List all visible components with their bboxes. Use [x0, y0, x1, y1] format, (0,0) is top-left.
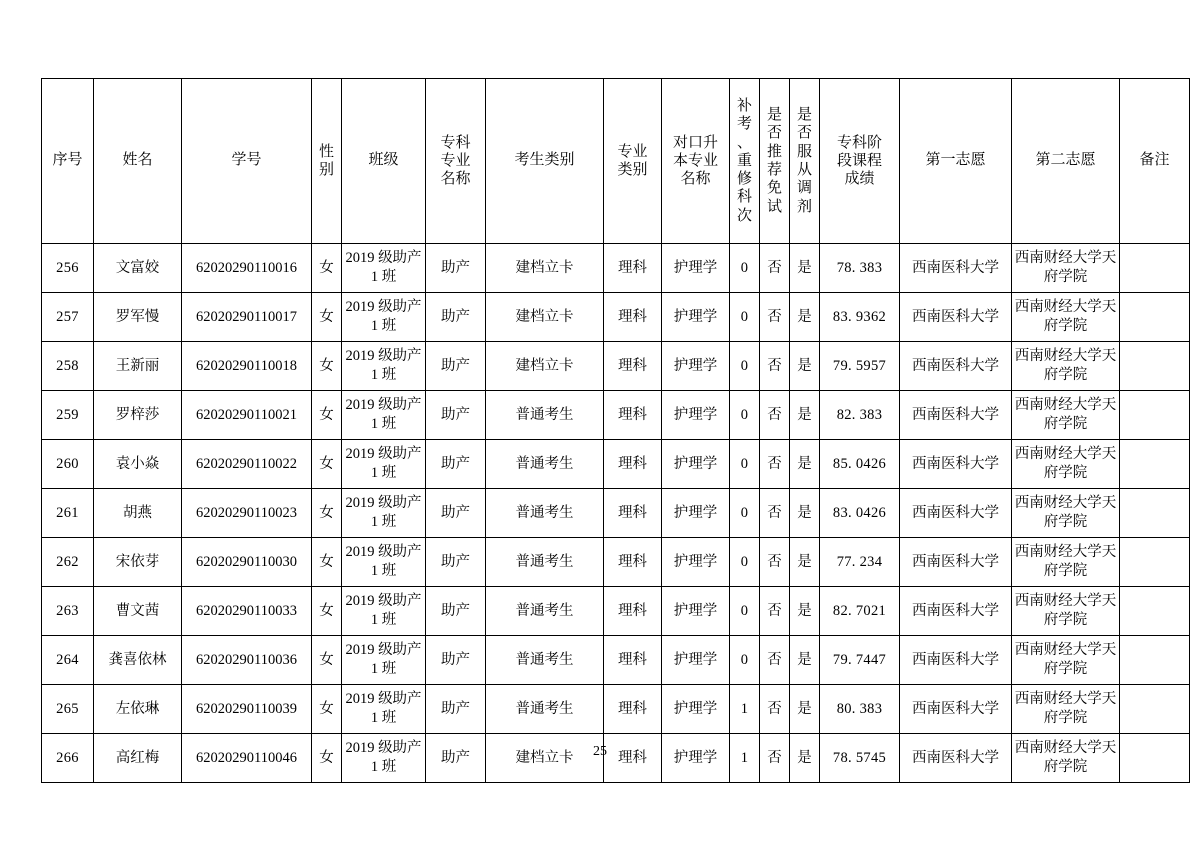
cell-remark — [1120, 391, 1190, 440]
cell-exam-type: 建档立卡 — [486, 734, 604, 783]
header-wish1: 第一志愿 — [900, 79, 1012, 244]
table-row — [42, 538, 1190, 587]
cell-class: 2019 级助产 1 班 — [342, 538, 426, 587]
cell-class: 2019 级助产 1 班 — [342, 440, 426, 489]
cell-name: 左依琳 — [94, 685, 182, 734]
header-recommend-line-2: 否 — [766, 125, 782, 142]
cell-target-major: 护理学 — [662, 440, 730, 489]
header-row — [42, 79, 1190, 244]
cell-wish1: 西南医科大学 — [900, 538, 1012, 587]
cell-student-id: 62020290110046 — [182, 734, 312, 783]
cell-class: 2019 级助产 1 班 — [342, 244, 426, 293]
cell-seq: 261 — [42, 489, 94, 538]
table-row — [42, 685, 1190, 734]
cell-target-major: 护理学 — [662, 244, 730, 293]
cell-remark — [1120, 244, 1190, 293]
header-target-major-line-3: 名称 — [680, 171, 711, 188]
cell-student-id: 62020290110021 — [182, 391, 312, 440]
cell-sex: 女 — [312, 685, 342, 734]
header-retake-line-4: 重 — [736, 152, 752, 169]
cell-target-major: 护理学 — [662, 734, 730, 783]
cell-name: 龚喜依林 — [94, 636, 182, 685]
header-score-line-3: 成绩 — [844, 171, 875, 188]
header-adjust-line-3: 服 — [796, 143, 812, 160]
cell-class: 2019 级助产 1 班 — [342, 685, 426, 734]
header-sex — [312, 79, 342, 244]
cell-wish1: 西南医科大学 — [900, 391, 1012, 440]
cell-recommend-exempt: 否 — [760, 293, 790, 342]
cell-major-name: 助产 — [426, 293, 486, 342]
cell-accept-adjust: 是 — [790, 391, 820, 440]
header-name: 姓名 — [94, 79, 182, 244]
cell-accept-adjust: 是 — [790, 734, 820, 783]
cell-sex: 女 — [312, 244, 342, 293]
cell-retake-count: 0 — [730, 293, 760, 342]
cell-recommend-exempt: 否 — [760, 391, 790, 440]
cell-wish1: 西南医科大学 — [900, 440, 1012, 489]
table-row — [42, 587, 1190, 636]
cell-target-major: 护理学 — [662, 538, 730, 587]
cell-student-id: 62020290110023 — [182, 489, 312, 538]
header-remark: 备注 — [1120, 79, 1190, 244]
student-roster-table — [41, 78, 1190, 783]
cell-stage-score: 82. 7021 — [820, 587, 900, 636]
cell-retake-count: 1 — [730, 734, 760, 783]
cell-seq: 257 — [42, 293, 94, 342]
cell-name: 罗梓莎 — [94, 391, 182, 440]
cell-remark — [1120, 587, 1190, 636]
header-seq: 序号 — [42, 79, 94, 244]
header-recommend-line-3: 推 — [766, 143, 782, 160]
cell-wish2: 西南财经大学天府学院 — [1012, 440, 1120, 489]
header-sex-line-1: 性 — [318, 143, 334, 160]
cell-student-id: 62020290110030 — [182, 538, 312, 587]
header-recommend-line-1: 是 — [766, 107, 782, 124]
cell-major-category: 理科 — [604, 342, 662, 391]
cell-retake-count: 0 — [730, 391, 760, 440]
cell-major-name: 助产 — [426, 587, 486, 636]
cell-seq: 259 — [42, 391, 94, 440]
header-class: 班级 — [342, 79, 426, 244]
cell-stage-score: 83. 0426 — [820, 489, 900, 538]
roster-table-container — [41, 78, 1170, 783]
header-recommend-line-6: 试 — [766, 198, 782, 215]
cell-exam-type: 普通考生 — [486, 538, 604, 587]
table-row — [42, 244, 1190, 293]
cell-remark — [1120, 342, 1190, 391]
page-number: 25 — [593, 744, 607, 759]
cell-major-category: 理科 — [604, 734, 662, 783]
cell-class: 2019 级助产 1 班 — [342, 734, 426, 783]
cell-seq: 258 — [42, 342, 94, 391]
cell-major-name: 助产 — [426, 489, 486, 538]
header-retake-line-6: 科 — [736, 189, 752, 206]
header-recommend-exempt — [760, 79, 790, 244]
cell-sex: 女 — [312, 587, 342, 636]
header-retake-line-7: 次 — [736, 207, 752, 224]
cell-seq: 262 — [42, 538, 94, 587]
cell-accept-adjust: 是 — [790, 489, 820, 538]
cell-wish1: 西南医科大学 — [900, 734, 1012, 783]
header-adjust-line-2: 否 — [796, 125, 812, 142]
cell-major-name: 助产 — [426, 342, 486, 391]
header-wish2: 第二志愿 — [1012, 79, 1120, 244]
cell-student-id: 62020290110018 — [182, 342, 312, 391]
header-major-category-line-2: 类别 — [617, 162, 648, 178]
cell-wish2: 西南财经大学天府学院 — [1012, 636, 1120, 685]
cell-name: 曹文茜 — [94, 587, 182, 636]
cell-wish2: 西南财经大学天府学院 — [1012, 489, 1120, 538]
cell-remark — [1120, 636, 1190, 685]
table-row — [42, 636, 1190, 685]
cell-exam-type: 普通考生 — [486, 636, 604, 685]
cell-sex: 女 — [312, 734, 342, 783]
cell-stage-score: 80. 383 — [820, 685, 900, 734]
cell-accept-adjust: 是 — [790, 342, 820, 391]
cell-retake-count: 0 — [730, 440, 760, 489]
cell-major-category: 理科 — [604, 587, 662, 636]
header-adjust-line-5: 调 — [796, 180, 812, 197]
cell-recommend-exempt: 否 — [760, 636, 790, 685]
cell-major-category: 理科 — [604, 440, 662, 489]
cell-target-major: 护理学 — [662, 636, 730, 685]
cell-exam-type: 普通考生 — [486, 440, 604, 489]
cell-class: 2019 级助产 1 班 — [342, 342, 426, 391]
cell-remark — [1120, 538, 1190, 587]
cell-wish1: 西南医科大学 — [900, 293, 1012, 342]
cell-retake-count: 0 — [730, 587, 760, 636]
table-row — [42, 293, 1190, 342]
header-major-category-line-1: 专业 — [617, 143, 648, 160]
cell-name: 文富姣 — [94, 244, 182, 293]
header-stage-score — [820, 79, 900, 244]
cell-seq: 264 — [42, 636, 94, 685]
header-major-name — [426, 79, 486, 244]
cell-major-name: 助产 — [426, 685, 486, 734]
cell-retake-count: 1 — [730, 685, 760, 734]
cell-accept-adjust: 是 — [790, 244, 820, 293]
cell-accept-adjust: 是 — [790, 440, 820, 489]
cell-accept-adjust: 是 — [790, 538, 820, 587]
cell-name: 罗军慢 — [94, 293, 182, 342]
cell-retake-count: 0 — [730, 636, 760, 685]
cell-recommend-exempt: 否 — [760, 440, 790, 489]
cell-exam-type: 普通考生 — [486, 391, 604, 440]
cell-student-id: 62020290110039 — [182, 685, 312, 734]
cell-recommend-exempt: 否 — [760, 244, 790, 293]
cell-wish1: 西南医科大学 — [900, 489, 1012, 538]
cell-sex: 女 — [312, 391, 342, 440]
header-exam-type: 考生类别 — [486, 79, 604, 244]
cell-target-major: 护理学 — [662, 342, 730, 391]
cell-sex: 女 — [312, 538, 342, 587]
cell-target-major: 护理学 — [662, 489, 730, 538]
cell-remark — [1120, 440, 1190, 489]
cell-seq: 263 — [42, 587, 94, 636]
header-major-category — [604, 79, 662, 244]
cell-recommend-exempt: 否 — [760, 734, 790, 783]
cell-major-category: 理科 — [604, 391, 662, 440]
header-major-name-line-1: 专科 — [440, 134, 471, 151]
cell-target-major: 护理学 — [662, 587, 730, 636]
table-row — [42, 489, 1190, 538]
cell-stage-score: 79. 7447 — [820, 636, 900, 685]
cell-sex: 女 — [312, 293, 342, 342]
cell-remark — [1120, 293, 1190, 342]
cell-major-name: 助产 — [426, 636, 486, 685]
header-sex-line-2: 别 — [318, 162, 334, 178]
cell-wish2: 西南财经大学天府学院 — [1012, 538, 1120, 587]
cell-seq: 265 — [42, 685, 94, 734]
cell-accept-adjust: 是 — [790, 636, 820, 685]
header-target-major-line-2: 本专业 — [672, 152, 718, 169]
cell-stage-score: 82. 383 — [820, 391, 900, 440]
table-row — [42, 342, 1190, 391]
cell-major-name: 助产 — [426, 734, 486, 783]
cell-sex: 女 — [312, 489, 342, 538]
cell-exam-type: 建档立卡 — [486, 244, 604, 293]
cell-major-category: 理科 — [604, 538, 662, 587]
cell-remark — [1120, 685, 1190, 734]
cell-seq: 260 — [42, 440, 94, 489]
cell-major-category: 理科 — [604, 293, 662, 342]
header-retake-count — [730, 79, 760, 244]
cell-seq: 256 — [42, 244, 94, 293]
header-score-line-2: 段课程 — [836, 152, 882, 169]
cell-major-name: 助产 — [426, 244, 486, 293]
cell-stage-score: 83. 9362 — [820, 293, 900, 342]
cell-class: 2019 级助产 1 班 — [342, 489, 426, 538]
cell-accept-adjust: 是 — [790, 293, 820, 342]
table-row — [42, 391, 1190, 440]
cell-target-major: 护理学 — [662, 391, 730, 440]
cell-target-major: 护理学 — [662, 685, 730, 734]
cell-exam-type: 普通考生 — [486, 587, 604, 636]
cell-name: 宋依芽 — [94, 538, 182, 587]
cell-recommend-exempt: 否 — [760, 685, 790, 734]
header-major-name-line-3: 名称 — [440, 171, 471, 188]
cell-major-category: 理科 — [604, 636, 662, 685]
cell-wish2: 西南财经大学天府学院 — [1012, 391, 1120, 440]
cell-student-id: 62020290110033 — [182, 587, 312, 636]
cell-retake-count: 0 — [730, 489, 760, 538]
cell-wish2: 西南财经大学天府学院 — [1012, 293, 1120, 342]
cell-recommend-exempt: 否 — [760, 587, 790, 636]
cell-class: 2019 级助产 1 班 — [342, 636, 426, 685]
header-adjust-line-4: 从 — [796, 162, 812, 178]
table-header — [42, 79, 1190, 244]
cell-sex: 女 — [312, 342, 342, 391]
header-major-name-line-2: 专业 — [440, 152, 471, 169]
cell-wish2: 西南财经大学天府学院 — [1012, 734, 1120, 783]
cell-stage-score: 85. 0426 — [820, 440, 900, 489]
cell-major-category: 理科 — [604, 685, 662, 734]
header-retake-line-2: 考 — [736, 116, 752, 133]
header-adjust-line-6: 剂 — [796, 198, 812, 215]
cell-name: 王新丽 — [94, 342, 182, 391]
cell-exam-type: 普通考生 — [486, 685, 604, 734]
cell-sex: 女 — [312, 440, 342, 489]
header-recommend-line-4: 荐 — [766, 162, 782, 178]
cell-class: 2019 级助产 1 班 — [342, 293, 426, 342]
cell-retake-count: 0 — [730, 342, 760, 391]
cell-major-category: 理科 — [604, 244, 662, 293]
cell-class: 2019 级助产 1 班 — [342, 391, 426, 440]
cell-stage-score: 77. 234 — [820, 538, 900, 587]
header-retake-line-3: 、 — [736, 134, 752, 151]
cell-sex: 女 — [312, 636, 342, 685]
cell-wish2: 西南财经大学天府学院 — [1012, 342, 1120, 391]
cell-student-id: 62020290110016 — [182, 244, 312, 293]
cell-wish1: 西南医科大学 — [900, 636, 1012, 685]
cell-accept-adjust: 是 — [790, 685, 820, 734]
cell-retake-count: 0 — [730, 538, 760, 587]
cell-name: 高红梅 — [94, 734, 182, 783]
header-student-id: 学号 — [182, 79, 312, 244]
header-target-major — [662, 79, 730, 244]
cell-exam-type: 建档立卡 — [486, 342, 604, 391]
cell-wish1: 西南医科大学 — [900, 587, 1012, 636]
cell-major-name: 助产 — [426, 440, 486, 489]
cell-wish2: 西南财经大学天府学院 — [1012, 685, 1120, 734]
cell-major-category: 理科 — [604, 489, 662, 538]
cell-recommend-exempt: 否 — [760, 342, 790, 391]
cell-student-id: 62020290110017 — [182, 293, 312, 342]
cell-name: 袁小焱 — [94, 440, 182, 489]
header-score-line-1: 专科阶 — [836, 134, 882, 151]
cell-recommend-exempt: 否 — [760, 489, 790, 538]
cell-major-name: 助产 — [426, 391, 486, 440]
cell-accept-adjust: 是 — [790, 587, 820, 636]
cell-stage-score: 79. 5957 — [820, 342, 900, 391]
cell-wish2: 西南财经大学天府学院 — [1012, 587, 1120, 636]
cell-stage-score: 78. 5745 — [820, 734, 900, 783]
cell-seq: 266 — [42, 734, 94, 783]
cell-recommend-exempt: 否 — [760, 538, 790, 587]
cell-exam-type: 普通考生 — [486, 489, 604, 538]
cell-class: 2019 级助产 1 班 — [342, 587, 426, 636]
header-retake-line-5: 修 — [736, 171, 752, 188]
cell-retake-count: 0 — [730, 244, 760, 293]
cell-wish1: 西南医科大学 — [900, 244, 1012, 293]
cell-wish1: 西南医科大学 — [900, 685, 1012, 734]
table-row — [42, 440, 1190, 489]
cell-stage-score: 78. 383 — [820, 244, 900, 293]
cell-exam-type: 建档立卡 — [486, 293, 604, 342]
header-accept-adjust — [790, 79, 820, 244]
table-body — [42, 244, 1190, 783]
cell-name: 胡燕 — [94, 489, 182, 538]
cell-student-id: 62020290110036 — [182, 636, 312, 685]
header-retake-line-1: 补 — [736, 97, 752, 114]
header-recommend-line-5: 免 — [766, 180, 782, 197]
cell-target-major: 护理学 — [662, 293, 730, 342]
cell-remark — [1120, 489, 1190, 538]
cell-wish2: 西南财经大学天府学院 — [1012, 244, 1120, 293]
cell-wish1: 西南医科大学 — [900, 342, 1012, 391]
header-adjust-line-1: 是 — [796, 107, 812, 124]
header-target-major-line-1: 对口升 — [672, 134, 718, 151]
cell-major-name: 助产 — [426, 538, 486, 587]
cell-student-id: 62020290110022 — [182, 440, 312, 489]
